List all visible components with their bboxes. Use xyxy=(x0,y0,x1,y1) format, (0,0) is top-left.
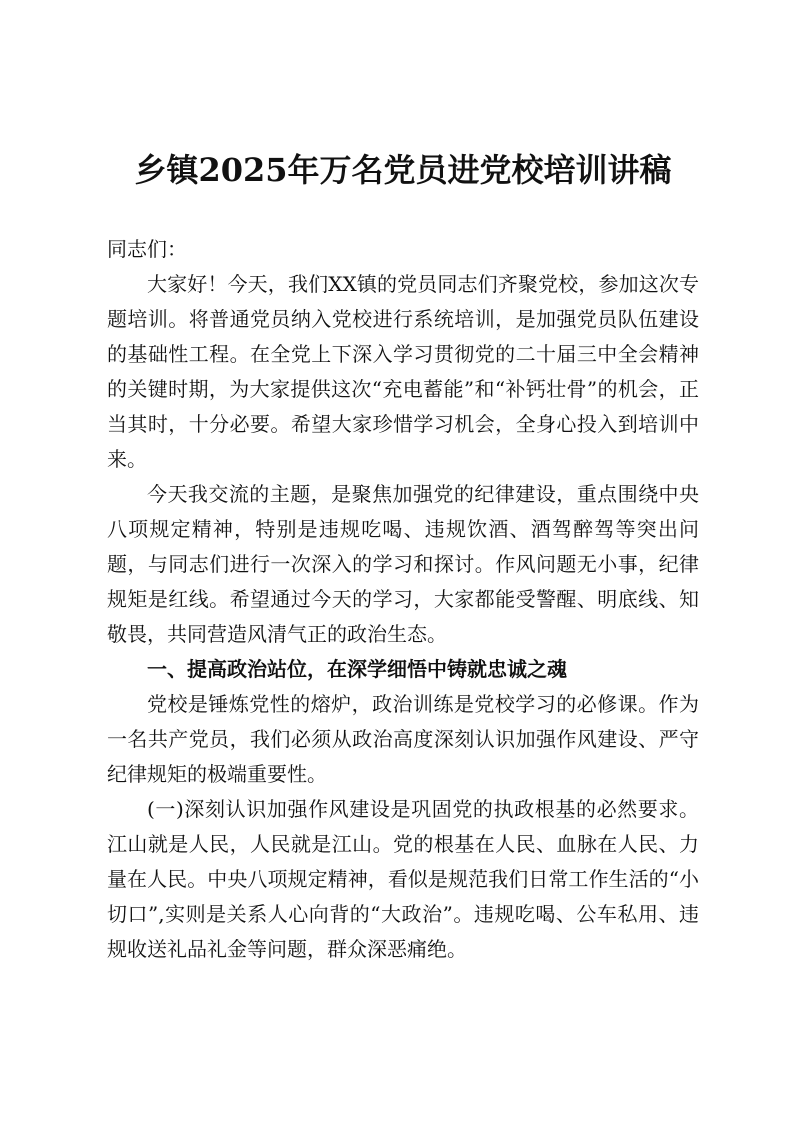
section-heading: 一、提高政治站位，在深学细悟中铸就忠诚之魂 xyxy=(147,657,567,681)
document-body xyxy=(107,232,699,967)
section-paragraph-2: (一)深刻认识加强作风建设是巩固党的执政根基的必然要求。江山就是人民，人民就是江山。党的根基在人民、血脉在人民、力量在人民。中央八项规定精神，看似是规范我们日常工作生活的“小切口”,实则是关系人心向背的“大政治”。违规吃喝、公车私用、违规收送礼品礼金等问题，群众深恶痛绝。 xyxy=(107,797,699,961)
document-title: 乡镇2025年万名党员进党校培训讲稿 xyxy=(134,151,672,189)
section-paragraph-1: 党校是锤炼党性的熔炉，政治训练是党校学习的必修课。作为一名共产党员，我们必须从政治高度深刻认识加强作风建设、严守纪律规矩的极端重要性。 xyxy=(107,692,699,786)
salutation: 同志们： xyxy=(107,237,187,261)
intro-paragraph-1: 大家好！今天，我们XX镇的党员同志们齐聚党校，参加这次专题培训。将普通党员纳入党校进行系统培训，是加强党员队伍建设的基础性工程。在全党上下深入学习贯彻党的二十届三中全会精神的关键时期，为大家提供这次“充电蓄能”和“补钙壮骨”的机会，正当其时，十分必要。希望大家珍惜学习机会，全身心投入到培训中来。 xyxy=(107,272,699,471)
intro-paragraph-2: 今天我交流的主题，是聚焦加强党的纪律建设，重点围绕中央八项规定精神，特别是违规吃喝、违规饮酒、酒驾醉驾等突出问题，与同志们进行一次深入的学习和探讨。作风问题无小事，纪律规矩是红线。希望通过今天的学习，大家都能受警醒、明底线、知敬畏，共同营造风清气正的政治生态。 xyxy=(107,482,699,646)
